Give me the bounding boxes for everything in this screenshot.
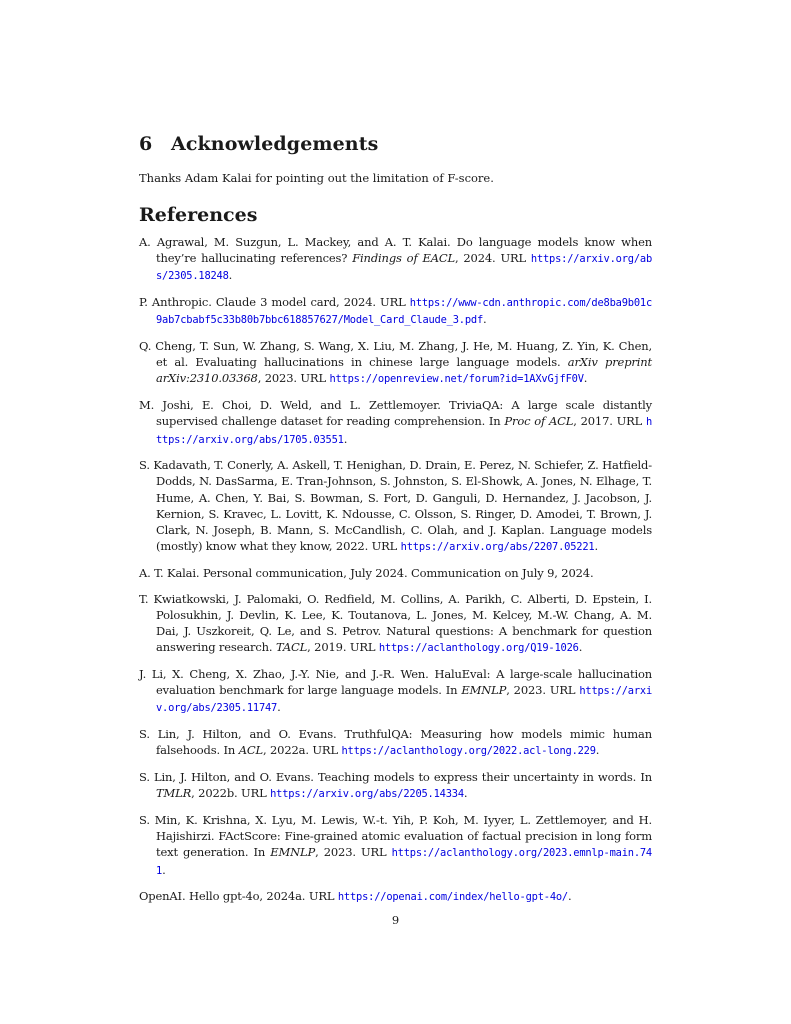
reference-url[interactable]: https://aclanthology.org/2023.emnlp-main.741 — [156, 847, 652, 877]
reference-rest: , 2022b. URL — [191, 786, 271, 801]
reference-venue: arXiv preprint arXiv:2310.03368 — [156, 355, 653, 386]
reference-url[interactable]: https://www-cdn.anthropic.com/de8ba9b01c9ab7cbabf5c33b80b7bbc618857627/Model_Card_Claude_3.pdf — [156, 297, 652, 327]
reference-title: Natural questions: A benchmark for question answering research. — [156, 624, 653, 655]
reference-url[interactable]: https://arxiv.org/abs/2205.14334 — [270, 788, 464, 801]
reference-item: A. Agrawal, M. Suzgun, L. Mackey, and A. T. Kalai. Do language models know when they’re hallucinating references? Findings of EACL, 2024. URL https://arxiv.org/abs/2305.18248. — [139, 235, 653, 283]
section-title: Acknowledgements — [171, 133, 379, 155]
reference-item: Q. Cheng, T. Sun, W. Zhang, S. Wang, X. Liu, M. Zhang, J. He, M. Huang, Z. Yin, K. Chen, et al. Evaluating hallucinations in chinese large language models. arXiv preprint arXiv:2310.03368, 2023. URL https://openreview.net/forum?id=1AXvGjfF0V. — [139, 339, 653, 386]
reference-title: Claude 3 model card, 2024. URL — [215, 295, 406, 310]
page-number: 9 — [391, 913, 400, 927]
reference-title: Personal communication, July 2024. Communication on July 9, 2024. — [202, 565, 594, 580]
reference-rest: , 2022a. URL — [263, 743, 342, 758]
section-number: 6 — [139, 133, 153, 155]
reference-rest: , 2023. URL — [315, 845, 392, 860]
reference-authors: S. Kadavath, T. Conerly, A. Askell, T. Henighan, D. Drain, E. Perez, N. Schiefer, Z. Hatfield-Dodds, N. DasSarma, E. Tran-Johnson, S. Johnston, S. El-Showk, A. Jones, N. Elhage, T. Hume, A. Chen, Y. Bai, S. Bowman, S. Fort, D. Ganguli, D. Hernandez, J. Jacobson, J. Kernion, S. Kravec, L. Lovitt, K. Ndousse, C. Olsson, S. Ringer, D. Amodei, T. Brown, J. Clark, N. Joseph, B. Mann, S. McCandlish, C. Olah, and J. Kaplan. — [139, 458, 652, 538]
reference-title: Do language models know when they’re hallucinating references? — [156, 235, 652, 266]
reference-item: S. Lin, J. Hilton, and O. Evans. TruthfulQA: Measuring how models mimic human falsehoods. In ACL, 2022a. URL https://aclanthology.org/2022.acl-long.229. — [139, 727, 652, 758]
reference-authors: A. T. Kalai. — [139, 565, 200, 580]
reference-item: OpenAI. Hello gpt-4o, 2024a. URL https://openai.com/index/hello-gpt-4o/. — [139, 889, 572, 904]
reference-title: Language models (mostly) know what they know, 2022. URL — [156, 523, 652, 554]
reference-url[interactable]: https://aclanthology.org/2022.acl-long.229 — [341, 745, 596, 758]
reference-authors: T. Kwiatkowski, J. Palomaki, O. Redfield, M. Collins, A. Parikh, C. Alberti, D. Epstein, I. Polosukhin, J. Devlin, K. Lee, K. Toutanova, L. Jones, M. Kelcey, M.-W. Chang, A. M. Dai, J. Uszkoreit, Q. Le, and S. Petrov. — [139, 591, 652, 639]
reference-authors: J. Li, X. Cheng, X. Zhao, J.-Y. Nie, and J.-R. Wen. — [139, 666, 429, 681]
reference-item: S. Kadavath, T. Conerly, A. Askell, T. Henighan, D. Drain, E. Perez, N. Schiefer, Z. Hatfield-Dodds, N. DasSarma, E. Tran-Johnson, S. Johnston, S. El-Showk, A. Jones, N. Elhage, T. Hume, A. Chen, Y. Bai, S. Bowman, S. Fort, D. Ganguli, D. Hernandez, J. Jacobson, J. Kernion, S. Kravec, L. Lovitt, K. Ndousse, C. Olsson, S. Ringer, D. Amodei, T. Brown, J. Clark, N. Joseph, B. Mann, S. McCandlish, C. Olah, and J. Kaplan. Language models (mostly) know what they know, 2022. URL https://arxiv.org/abs/2207.05221. — [139, 458, 652, 554]
reference-authors: OpenAI. — [139, 889, 186, 904]
reference-authors: S. Lin, J. Hilton, and O. Evans. — [139, 727, 337, 742]
reference-item: M. Joshi, E. Choi, D. Weld, and L. Zettlemoyer. TriviaQA: A large scale distantly supervised challenge dataset for reading comprehension. In Proc of ACL, 2017. URL https://arxiv.org/abs/1705.03551. — [139, 398, 653, 446]
reference-title: Hello gpt-4o, 2024a. URL — [188, 889, 335, 904]
reference-rest: , 2024. URL — [454, 251, 531, 266]
reference-authors: A. Agrawal, M. Suzgun, L. Mackey, and A. T. Kalai. — [139, 235, 451, 249]
reference-authors: P. Anthropic. — [139, 295, 212, 310]
references-heading: References — [139, 204, 258, 226]
reference-venue: EMNLP — [461, 683, 507, 698]
reference-title: Teaching models to express their uncertainty in words. In — [317, 769, 652, 784]
reference-title: TruthfulQA: Measuring how models mimic human falsehoods. In — [156, 727, 652, 758]
reference-authors: Q. Cheng, T. Sun, W. Zhang, S. Wang, X. Liu, M. Zhang, J. He, M. Huang, Z. Yin, K. Chen, et al. — [139, 339, 652, 370]
reference-rest: , 2019. URL — [307, 640, 379, 655]
reference-venue: EMNLP — [270, 845, 316, 860]
reference-title: FActScore: Fine-grained atomic evaluation of factual precision in long form text generation. In — [156, 829, 652, 860]
reference-item: J. Li, X. Cheng, X. Zhao, J.-Y. Nie, and J.-R. Wen. HaluEval: A large-scale hallucination evaluation benchmark for large language models. In EMNLP, 2023. URL https://arxiv.org/abs/2305.11747. — [139, 666, 652, 715]
reference-title: TriviaQA: A large scale distantly supervised challenge dataset for reading comprehension. In — [156, 398, 653, 429]
reference-item: S. Lin, J. Hilton, and O. Evans. Teaching models to express their uncertainty in words. In TMLR, 2022b. URL https://arxiv.org/abs/2205.14334. — [139, 769, 652, 801]
reference-rest: , 2023. URL — [257, 371, 330, 386]
reference-authors: M. Joshi, E. Choi, D. Weld, and L. Zettlemoyer. — [139, 398, 441, 413]
reference-item — [139, 565, 652, 581]
reference-venue: ACL — [238, 743, 263, 758]
reference-authors: S. Lin, J. Hilton, and O. Evans. — [139, 769, 314, 784]
section-heading — [139, 133, 378, 155]
reference-url[interactable]: https://arxiv.org/abs/2207.05221 — [400, 541, 595, 554]
reference-url[interactable]: https://arxiv.org/abs/1705.03551 — [156, 416, 652, 446]
reference-venue: TACL — [275, 640, 308, 655]
reference-url[interactable]: https://openreview.net/forum?id=1AXvGjfF0V — [329, 373, 584, 386]
reference-item: S. Min, K. Krishna, X. Lyu, M. Lewis, W.-t. Yih, P. Koh, M. Iyyer, L. Zettlemoyer, and H. Hajishirzi. FActScore: Fine-grained atomic evaluation of factual precision in long form text generation. In EMNLP, 2023. URL https://aclanthology.org/2023.emnlp-main.741. — [139, 812, 652, 877]
reference-rest: , 2023. URL — [506, 683, 580, 698]
reference-title: HaluEval: A large-scale hallucination evaluation benchmark for large language models. In — [156, 666, 652, 698]
reference-authors: S. Min, K. Krishna, X. Lyu, M. Lewis, W.-t. Yih, P. Koh, M. Iyyer, L. Zettlemoyer, and H. Hajishirzi. — [139, 812, 652, 844]
reference-venue: Findings of EACL — [352, 251, 455, 266]
reference-list — [139, 234, 652, 915]
reference-rest: , 2017. URL — [573, 414, 646, 429]
reference-item: T. Kwiatkowski, J. Palomaki, O. Redfield, M. Collins, A. Parikh, C. Alberti, D. Epstein, I. Polosukhin, J. Devlin, K. Lee, K. Toutanova, L. Jones, M. Kelcey, M.-W. Chang, A. M. Dai, J. Uszkoreit, Q. Le, and S. Petrov. Natural questions: A benchmark for question answering research. TACL, 2019. URL https://aclanthology.org/Q19-1026. — [139, 591, 653, 655]
reference-title: Evaluating hallucinations in chinese large language models. — [195, 355, 561, 370]
reference-url[interactable]: https://arxiv.org/abs/2305.11747 — [156, 685, 652, 715]
reference-item: P. Anthropic. Claude 3 model card, 2024. URL https://www-cdn.anthropic.com/de8ba9b01c9ab7cbabf5c33b80b7bbc618857627/Model_Card_Claude_3.pdf. — [139, 295, 652, 327]
reference-venue: TMLR — [156, 786, 192, 801]
reference-url[interactable]: https://arxiv.org/abs/2305.18248 — [156, 253, 653, 283]
reference-url[interactable]: https://aclanthology.org/Q19-1026 — [378, 642, 579, 655]
reference-venue: Proc of ACL — [504, 414, 574, 429]
acknowledgements-text: Thanks Adam Kalai for pointing out the limitation of F-score. — [139, 171, 494, 185]
reference-url[interactable]: https://openai.com/index/hello-gpt-4o/ — [337, 891, 568, 904]
